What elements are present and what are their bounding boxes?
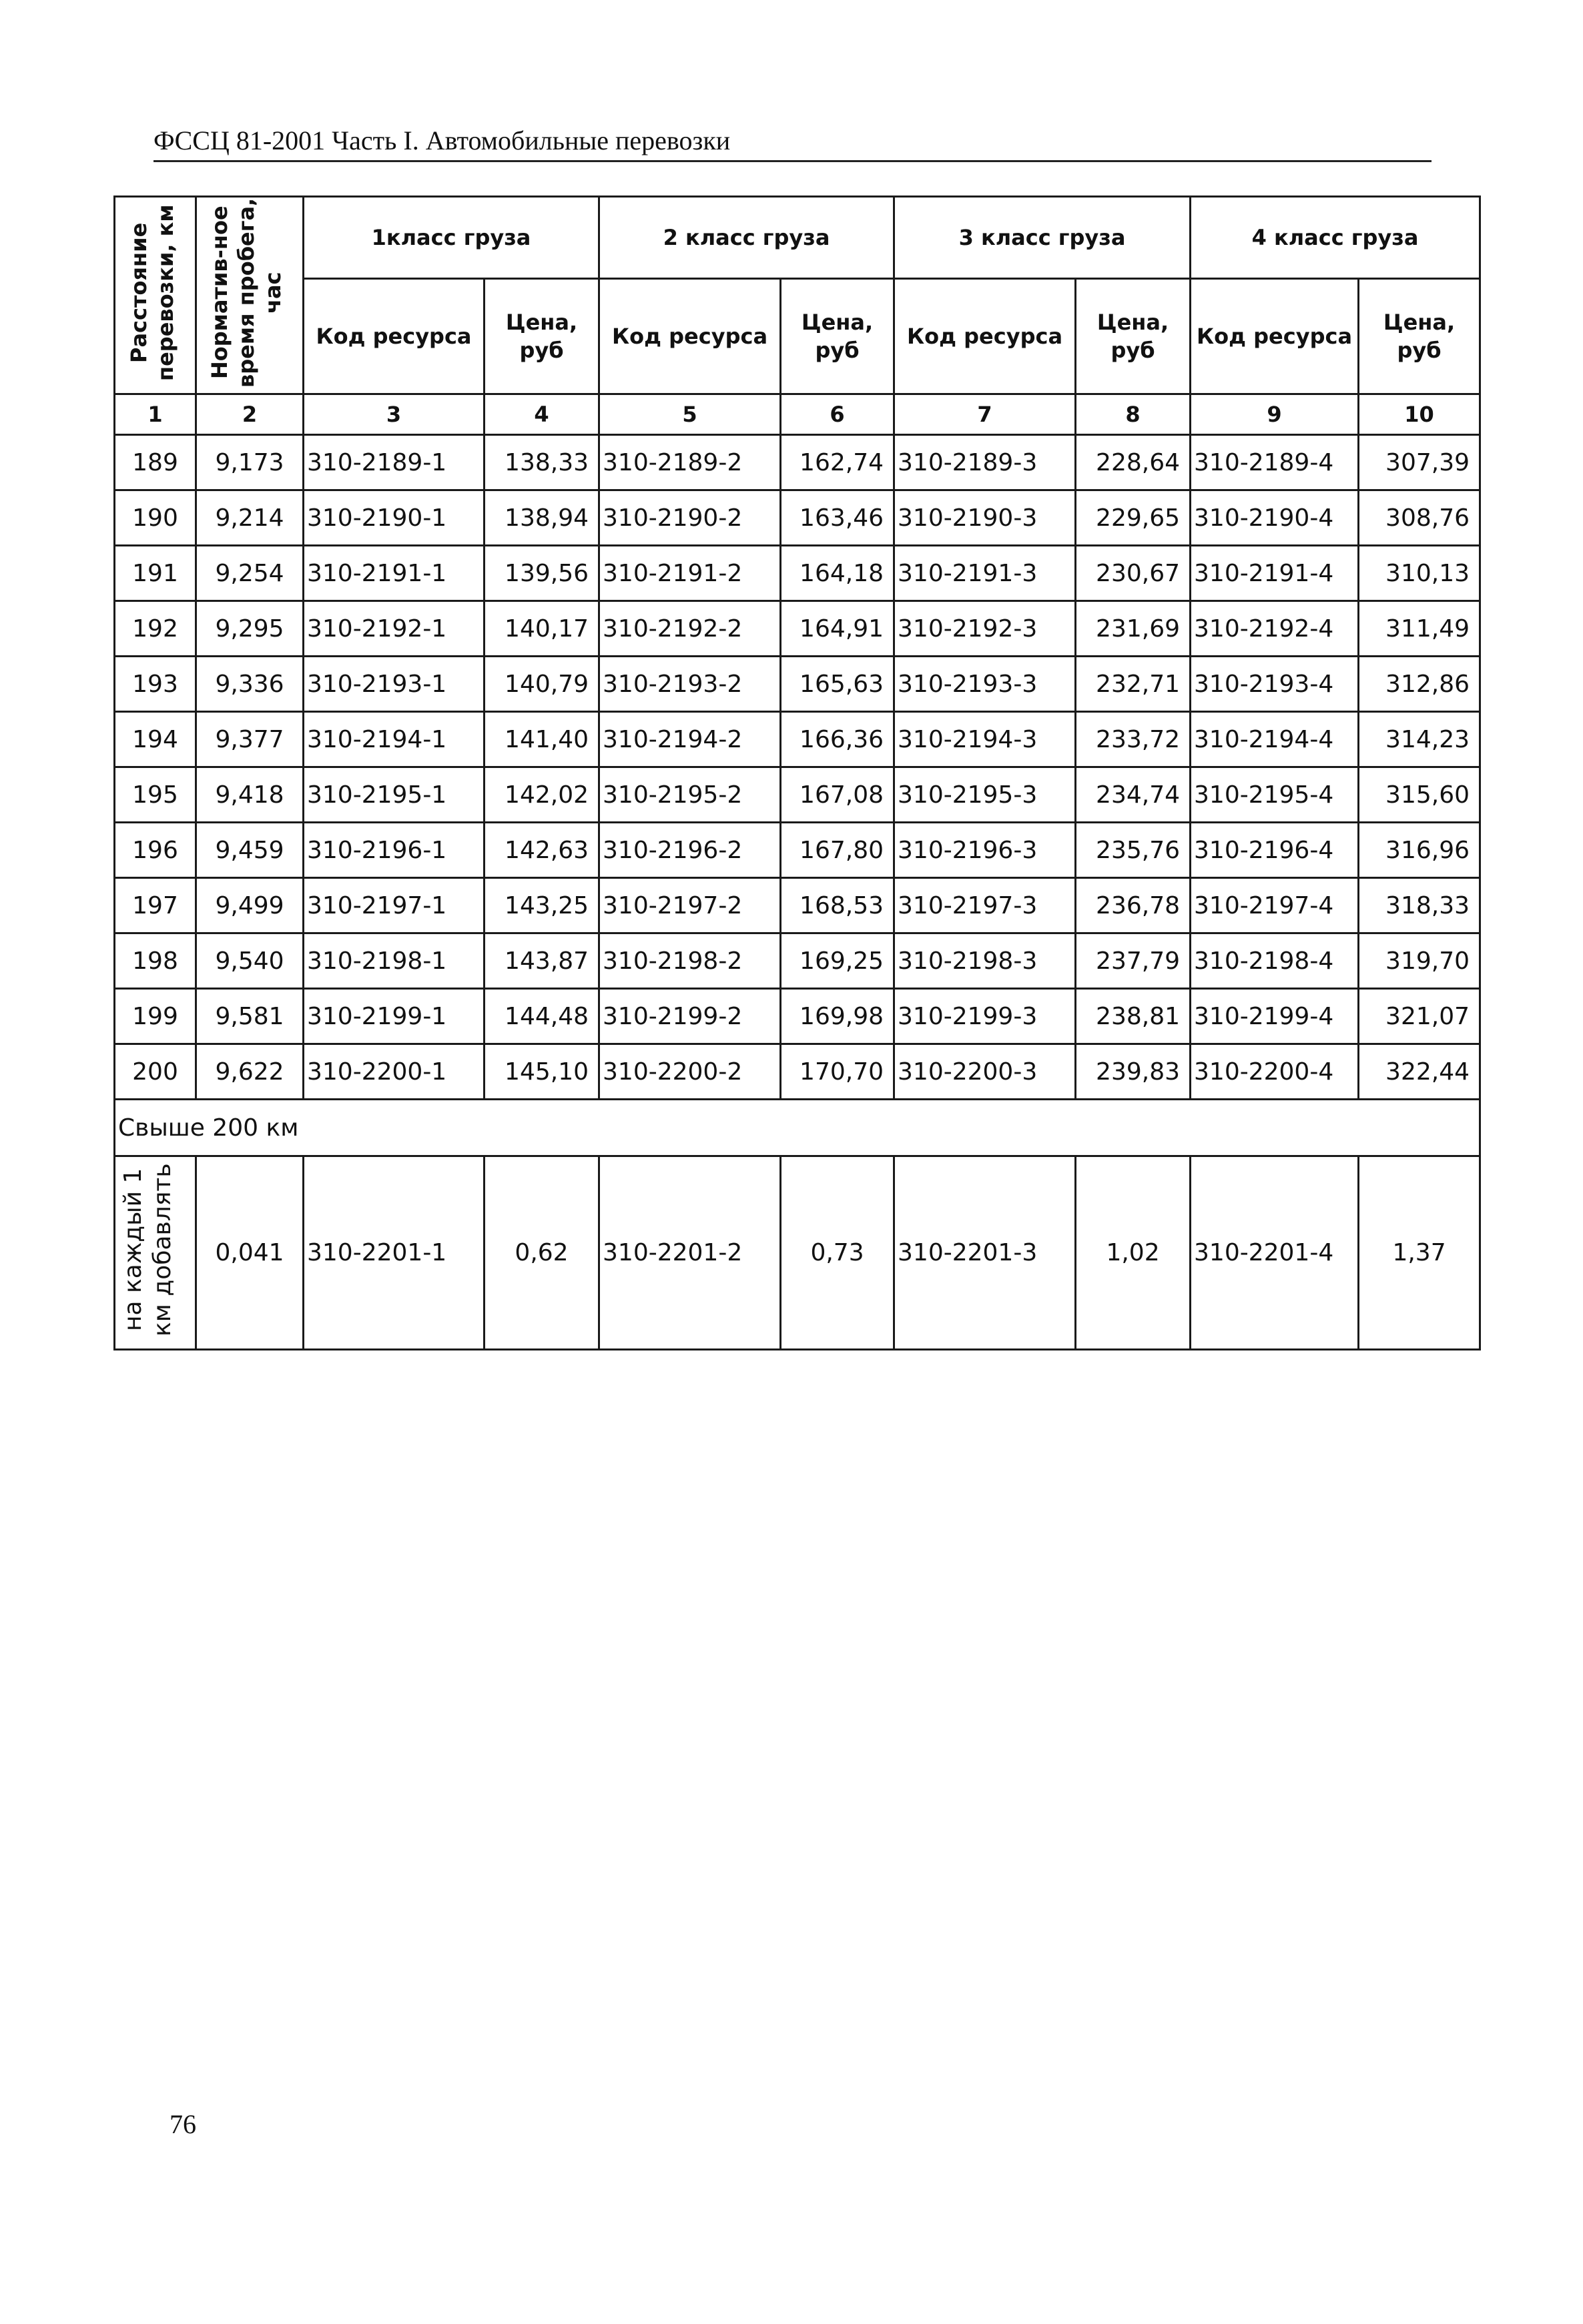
cell-distance: 199 <box>115 989 196 1044</box>
cell-code: 310-2189-3 <box>894 435 1076 490</box>
cell-price: 165,63 <box>781 657 894 712</box>
cell-price: 230,67 <box>1076 546 1191 601</box>
class-2-header: 2 класс груза <box>599 197 894 279</box>
cell-distance: 200 <box>115 1044 196 1100</box>
cell-price: 228,64 <box>1076 435 1191 490</box>
cell-code: 310-2192-3 <box>894 601 1076 657</box>
header-rule <box>153 160 1432 162</box>
cell-code: 310-2200-2 <box>599 1044 781 1100</box>
table-row <box>115 601 1480 657</box>
cell-price: 162,74 <box>781 435 894 490</box>
table-row <box>115 933 1480 989</box>
cell-code: 310-2194-4 <box>1191 712 1359 767</box>
column-number: 4 <box>485 394 599 435</box>
column-number: 8 <box>1076 394 1191 435</box>
cell-time: 9,295 <box>196 601 304 657</box>
cell-price: 229,65 <box>1076 490 1191 546</box>
cell-price: 138,33 <box>485 435 599 490</box>
cell-code: 310-2195-4 <box>1191 767 1359 823</box>
cell-code: 310-2200-4 <box>1191 1044 1359 1100</box>
cell-price: 308,76 <box>1359 490 1480 546</box>
table-row <box>115 712 1480 767</box>
cell-price: 140,17 <box>485 601 599 657</box>
table-body <box>115 435 1480 1100</box>
per-km-time: 0,041 <box>196 1156 304 1350</box>
cell-price: 236,78 <box>1076 878 1191 933</box>
cell-price: 322,44 <box>1359 1044 1480 1100</box>
per-km-price: 0,73 <box>781 1156 894 1350</box>
cell-code: 310-2195-2 <box>599 767 781 823</box>
cell-code: 310-2191-3 <box>894 546 1076 601</box>
code-header: Код ресурса <box>304 279 485 394</box>
price-header: Цена, руб <box>1359 279 1480 394</box>
cell-price: 144,48 <box>485 989 599 1044</box>
cell-distance: 196 <box>115 823 196 878</box>
price-header: Цена, руб <box>781 279 894 394</box>
price-header: Цена, руб <box>1076 279 1191 394</box>
cell-price: 169,25 <box>781 933 894 989</box>
cell-code: 310-2199-1 <box>304 989 485 1044</box>
cell-code: 310-2200-1 <box>304 1044 485 1100</box>
class-1-header: 1класс груза <box>304 197 599 279</box>
price-header: Цена, руб <box>485 279 599 394</box>
cell-time: 9,173 <box>196 435 304 490</box>
table-row <box>115 490 1480 546</box>
cell-price: 239,83 <box>1076 1044 1191 1100</box>
cell-time: 9,418 <box>196 767 304 823</box>
cell-price: 163,46 <box>781 490 894 546</box>
cell-price: 312,86 <box>1359 657 1480 712</box>
cell-distance: 191 <box>115 546 196 601</box>
cell-code: 310-2197-3 <box>894 878 1076 933</box>
cell-code: 310-2198-4 <box>1191 933 1359 989</box>
cell-distance: 198 <box>115 933 196 989</box>
cell-code: 310-2189-1 <box>304 435 485 490</box>
cell-price: 142,63 <box>485 823 599 878</box>
table-row <box>115 1044 1480 1100</box>
cell-code: 310-2195-3 <box>894 767 1076 823</box>
cell-price: 167,08 <box>781 767 894 823</box>
column-number: 2 <box>196 394 304 435</box>
page-header: ФССЦ 81-2001 Часть I. Автомобильные перевозки <box>153 125 731 155</box>
cell-code: 310-2189-2 <box>599 435 781 490</box>
cell-price: 143,25 <box>485 878 599 933</box>
cell-price: 238,81 <box>1076 989 1191 1044</box>
per-km-label: на каждый 1 км добавлять <box>115 1156 196 1350</box>
cell-price: 145,10 <box>485 1044 599 1100</box>
cell-price: 164,18 <box>781 546 894 601</box>
cell-distance: 195 <box>115 767 196 823</box>
cell-code: 310-2200-3 <box>894 1044 1076 1100</box>
cell-price: 311,49 <box>1359 601 1480 657</box>
cell-price: 232,71 <box>1076 657 1191 712</box>
cell-code: 310-2197-1 <box>304 878 485 933</box>
cell-code: 310-2198-2 <box>599 933 781 989</box>
cell-price: 314,23 <box>1359 712 1480 767</box>
cell-code: 310-2190-3 <box>894 490 1076 546</box>
cell-distance: 189 <box>115 435 196 490</box>
cell-price: 164,91 <box>781 601 894 657</box>
cell-time: 9,581 <box>196 989 304 1044</box>
cell-code: 310-2192-4 <box>1191 601 1359 657</box>
cell-code: 310-2196-2 <box>599 823 781 878</box>
cell-code: 310-2191-4 <box>1191 546 1359 601</box>
column-number: 1 <box>115 394 196 435</box>
cell-price: 307,39 <box>1359 435 1480 490</box>
header-row-subcols <box>115 279 1480 394</box>
per-km-code: 310-2201-4 <box>1191 1156 1359 1350</box>
cell-price: 234,74 <box>1076 767 1191 823</box>
cell-code: 310-2190-1 <box>304 490 485 546</box>
cell-price: 167,80 <box>781 823 894 878</box>
cell-time: 9,540 <box>196 933 304 989</box>
cell-price: 170,70 <box>781 1044 894 1100</box>
cell-time: 9,214 <box>196 490 304 546</box>
code-header: Код ресурса <box>599 279 781 394</box>
cell-code: 310-2193-2 <box>599 657 781 712</box>
cell-code: 310-2190-4 <box>1191 490 1359 546</box>
column-number: 3 <box>304 394 485 435</box>
cell-distance: 193 <box>115 657 196 712</box>
cell-time: 9,499 <box>196 878 304 933</box>
table-row <box>115 823 1480 878</box>
over-200-label: Свыше 200 км <box>115 1100 1480 1156</box>
column-number: 10 <box>1359 394 1480 435</box>
cell-price: 141,40 <box>485 712 599 767</box>
cell-code: 310-2196-1 <box>304 823 485 878</box>
cell-code: 310-2198-1 <box>304 933 485 989</box>
cell-price: 237,79 <box>1076 933 1191 989</box>
cell-time: 9,622 <box>196 1044 304 1100</box>
cell-distance: 190 <box>115 490 196 546</box>
header-row-classes <box>115 197 1480 279</box>
cell-code: 310-2197-2 <box>599 878 781 933</box>
column-number: 5 <box>599 394 781 435</box>
cell-price: 231,69 <box>1076 601 1191 657</box>
column-numbers-row <box>115 394 1480 435</box>
col-header-distance: Расстояние перевозки, км <box>115 197 196 394</box>
cell-time: 9,459 <box>196 823 304 878</box>
cell-code: 310-2199-4 <box>1191 989 1359 1044</box>
table-row <box>115 657 1480 712</box>
cell-code: 310-2192-2 <box>599 601 781 657</box>
table-row <box>115 989 1480 1044</box>
cell-code: 310-2196-3 <box>894 823 1076 878</box>
cell-price: 140,79 <box>485 657 599 712</box>
per-km-code: 310-2201-3 <box>894 1156 1076 1350</box>
cell-code: 310-2193-1 <box>304 657 485 712</box>
per-km-row <box>115 1156 1480 1350</box>
cell-code: 310-2193-4 <box>1191 657 1359 712</box>
cell-code: 310-2194-2 <box>599 712 781 767</box>
column-number: 6 <box>781 394 894 435</box>
col-header-time: Норматив-ное время пробега, час <box>196 197 304 394</box>
per-km-code: 310-2201-2 <box>599 1156 781 1350</box>
cell-code: 310-2196-4 <box>1191 823 1359 878</box>
per-km-price: 1,37 <box>1359 1156 1480 1350</box>
code-header: Код ресурса <box>1191 279 1359 394</box>
cell-price: 142,02 <box>485 767 599 823</box>
cell-price: 139,56 <box>485 546 599 601</box>
table-row <box>115 767 1480 823</box>
cell-distance: 192 <box>115 601 196 657</box>
cell-code: 310-2194-3 <box>894 712 1076 767</box>
table-row <box>115 878 1480 933</box>
cell-code: 310-2199-3 <box>894 989 1076 1044</box>
cell-time: 9,336 <box>196 657 304 712</box>
cell-price: 316,96 <box>1359 823 1480 878</box>
cell-price: 168,53 <box>781 878 894 933</box>
cell-price: 321,07 <box>1359 989 1480 1044</box>
cell-price: 310,13 <box>1359 546 1480 601</box>
column-number: 9 <box>1191 394 1359 435</box>
rates-table <box>113 196 1481 1350</box>
cell-time: 9,254 <box>196 546 304 601</box>
cell-price: 319,70 <box>1359 933 1480 989</box>
cell-code: 310-2189-4 <box>1191 435 1359 490</box>
cell-time: 9,377 <box>196 712 304 767</box>
cell-distance: 197 <box>115 878 196 933</box>
over-200-row <box>115 1100 1480 1156</box>
cell-code: 310-2198-3 <box>894 933 1076 989</box>
column-number: 7 <box>894 394 1076 435</box>
per-km-code: 310-2201-1 <box>304 1156 485 1350</box>
cell-price: 169,98 <box>781 989 894 1044</box>
per-km-price: 0,62 <box>485 1156 599 1350</box>
class-3-header: 3 класс груза <box>894 197 1191 279</box>
cell-price: 315,60 <box>1359 767 1480 823</box>
table-row <box>115 435 1480 490</box>
cell-code: 310-2199-2 <box>599 989 781 1044</box>
cell-price: 318,33 <box>1359 878 1480 933</box>
per-km-price: 1,02 <box>1076 1156 1191 1350</box>
cell-distance: 194 <box>115 712 196 767</box>
cell-code: 310-2193-3 <box>894 657 1076 712</box>
cell-price: 138,94 <box>485 490 599 546</box>
cell-code: 310-2195-1 <box>304 767 485 823</box>
class-4-header: 4 класс груза <box>1191 197 1480 279</box>
cell-code: 310-2191-1 <box>304 546 485 601</box>
cell-code: 310-2191-2 <box>599 546 781 601</box>
cell-code: 310-2190-2 <box>599 490 781 546</box>
cell-price: 235,76 <box>1076 823 1191 878</box>
cell-price: 233,72 <box>1076 712 1191 767</box>
cell-code: 310-2192-1 <box>304 601 485 657</box>
cell-code: 310-2194-1 <box>304 712 485 767</box>
table-row <box>115 546 1480 601</box>
page-number: 76 <box>170 2109 196 2139</box>
cell-code: 310-2197-4 <box>1191 878 1359 933</box>
cell-price: 143,87 <box>485 933 599 989</box>
code-header: Код ресурса <box>894 279 1076 394</box>
cell-price: 166,36 <box>781 712 894 767</box>
